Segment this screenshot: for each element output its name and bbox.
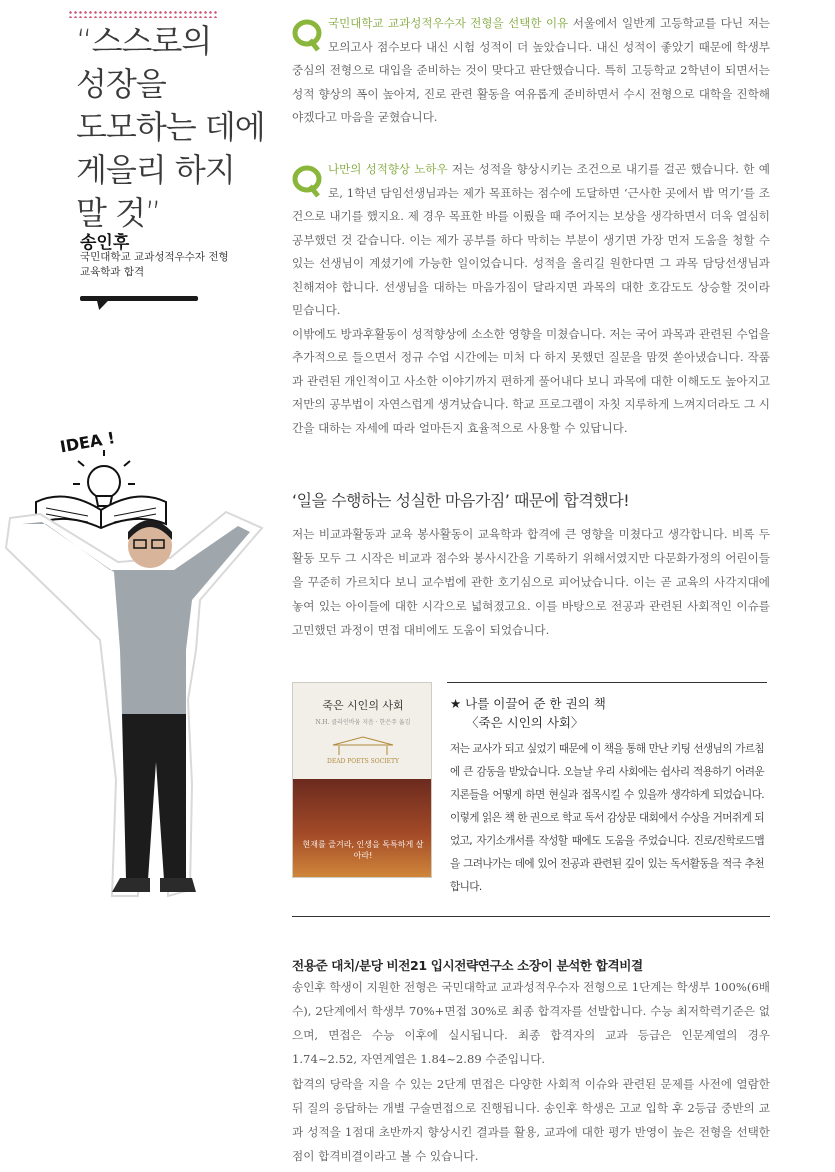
analysis-para-1: 송인후 학생이 지원한 전형은 국민대학교 교과성적우수자 전형으로 1단계는 학생부 100%(6배수), 2단계에서 학생부 70%+면접 30%로 최종 합격자를 선발합니다. 수능 최저학력기준은 없으며, 면접은 수능 이후에 실시됩니다. 최종 합격자의 교과 등급은 인문계열의 경우 1.74~2.52, 자연계열은 1.84~2.89 수준입니다. xyxy=(292,980,770,1066)
book-cover xyxy=(292,682,432,878)
qa-item-2 xyxy=(292,158,770,440)
book-cover-photo xyxy=(293,779,432,878)
person-photo xyxy=(0,500,275,900)
qa-body-2b: 이밖에도 방과후활동이 성적향상에 소소한 영향을 미쳤습니다. 저는 국어 과목과 관련된 수업을 추가적으로 들으면서 정규 수업 시간에는 미처 다 하지 못했던 질문을 맘껏 쏟아냈습니다. 작품과 관련된 개인적이고 사소한 이야기까지 편하게 풀어내다 보니 과목에 대한 이해도도 높아지고 저만의 공부법이 자연스럽게 생겨났습니다. 학교 프로그램이 자칫 지루하게 느껴지더라도 그 시간을 대하는 자세에 따라 얼마든지 효율적으로 사용할 수 있답니다. xyxy=(292,326,770,435)
qa-text-1 xyxy=(292,12,770,130)
book-heading-title: 〈죽은 시인의 사회〉 xyxy=(466,715,584,730)
book-cover-title: 죽은 시인의 사회 xyxy=(322,699,404,712)
book-cover-logo xyxy=(323,735,403,765)
q-mark-icon xyxy=(292,18,322,52)
book-cover-author: N.H. 클라인바움 지음 · 한은주 옮김 xyxy=(315,719,411,726)
qa-head-1: 국민대학교 교과성적우수자 전형을 선택한 이유 xyxy=(328,16,569,30)
analysis-heading: 전용준 대치/분당 비전21 입시전략연구소 소장이 분석한 합격비결 xyxy=(292,958,643,973)
person-name: 송인후 xyxy=(80,233,130,253)
q-mark-icon xyxy=(292,164,322,198)
qa-text-2 xyxy=(292,158,770,323)
speech-bubble-tail xyxy=(93,300,109,310)
book-cover-tagline: 현재를 즐겨라, 인생을 독특하게 살아라! xyxy=(302,840,424,860)
book-heading-main: ★ 나를 이끌어 준 한 권의 책 xyxy=(450,696,606,711)
profile-column xyxy=(0,0,280,1172)
person-info xyxy=(80,250,270,280)
idea-label: IDEA ! xyxy=(58,428,117,457)
admission-type: 국민대학교 교과성적우수자 전형 xyxy=(80,251,229,263)
admission-major: 교육학과 합격 xyxy=(80,266,145,278)
qa-body-1: 서울에서 일반계 고등학교를 다닌 저는 모의고사 점수보다 내신 시험 성적이 더 높았습니다. 내신 성적이 좋았기 때문에 학생부 중심의 전형으로 대입을 준비하는 것이 맞다고 판단했습니다. 특히 고등학교 2학년이 되면서는 성적 향상의 폭이 높아져, 진로 관련 활동을 여유롭게 준비하면서 수시 전형으로 대학을 진학해야겠다고 마음을 굳혔습니다. xyxy=(292,16,770,124)
pull-quote: “스스로의 성장을 도모하는 데에 게을리 하지 말 것” xyxy=(76,22,265,232)
book-recommendation xyxy=(292,682,770,918)
book-logo-text: DEAD POETS SOCIETY xyxy=(327,758,399,765)
qa-item-1 xyxy=(292,12,770,130)
section-heading: ‘일을 수행하는 성실한 마음가짐’ 때문에 합격했다! xyxy=(292,491,630,510)
dotted-decoration xyxy=(68,10,218,18)
book-divider-top xyxy=(447,682,767,683)
book-heading xyxy=(450,694,770,732)
qa-head-2: 나만의 성적향상 노하우 xyxy=(328,162,448,176)
book-divider-bottom xyxy=(292,916,770,917)
qa-body-2: 저는 성적을 향상시키는 조건으로 내기를 걸곤 했습니다. 한 예로, 1학년 담임선생님과는 제가 목표하는 점수에 도달하면 ‘근사한 곳에서 밥 먹기’를 조건으로 내기를 했지요. 제 경우 목표한 바를 이뤘을 때 주어지는 보상을 생각하면서 더욱 열심히 공부했던 것 같습니다. 이는 제가 공부를 하다 막히는 부분이 생기면 가장 먼저 도움을 청할 수 있는 선생님이 계셨기에 가능한 일이었습니다. 성적을 올리길 원한다면 그 과목 담당선생님과 친해져야 합니다. 선생님을 대하는 마음가짐이 달라지면 과목의 대한 호감도도 상승할 것이라 믿습니다. xyxy=(292,162,770,317)
analysis-para-2: 합격의 당락을 지을 수 있는 2단계 면접은 다양한 사회적 이슈와 관련된 문제를 사전에 열람한 뒤 질의 응답하는 개별 구술면접으로 진행됩니다. 송인후 학생은 고교 입학 후 2등급 중반의 교과 성적을 1점대 초반까지 향상시킨 결과를 활용, 교과에 대한 평가 반영이 높은 전형을 선택한 점이 합격비결이라고 볼 수 있습니다. xyxy=(292,1077,770,1163)
section-body: 저는 비교과활동과 교육 봉사활동이 교육학과 합격에 큰 영향을 미쳤다고 생각합니다. 비록 두 활동 모두 그 시작은 비교과 점수와 봉사시간을 기록하기 위해서였지만 다문화가정의 어린이들을 꾸준히 가르치다 보니 교수법에 관한 호기심으로 피어났습니다. 이는 곧 교육의 사각지대에 놓여 있는 아이들에 대한 시각으로 넓혀졌고요. 이를 바탕으로 전공과 관련된 사회적인 이슈를 고민했던 과정이 면접 대비에도 도움이 되었습니다. xyxy=(292,527,770,637)
book-description: 저는 교사가 되고 싶었기 때문에 이 책을 통해 만난 키팅 선생님의 가르침에 큰 감동을 받았습니다. 오늘날 우리 사회에는 쉽사리 적용하기 어려운 지론들을 어떻게 하면 현실과 접목시킬 수 있을까 생각하게 되었습니다. 이렇게 읽은 책 한 권으로 학교 독서 감상문 대회에서 수상을 거머쥐게 되었고, 자기소개서를 작성할 때에도 도움을 주었습니다. 진로/진학로드맵을 그려나가는 데에 있어 전공과 관련된 깊이 있는 독서활동을 적극 추천합니다. xyxy=(450,743,764,893)
